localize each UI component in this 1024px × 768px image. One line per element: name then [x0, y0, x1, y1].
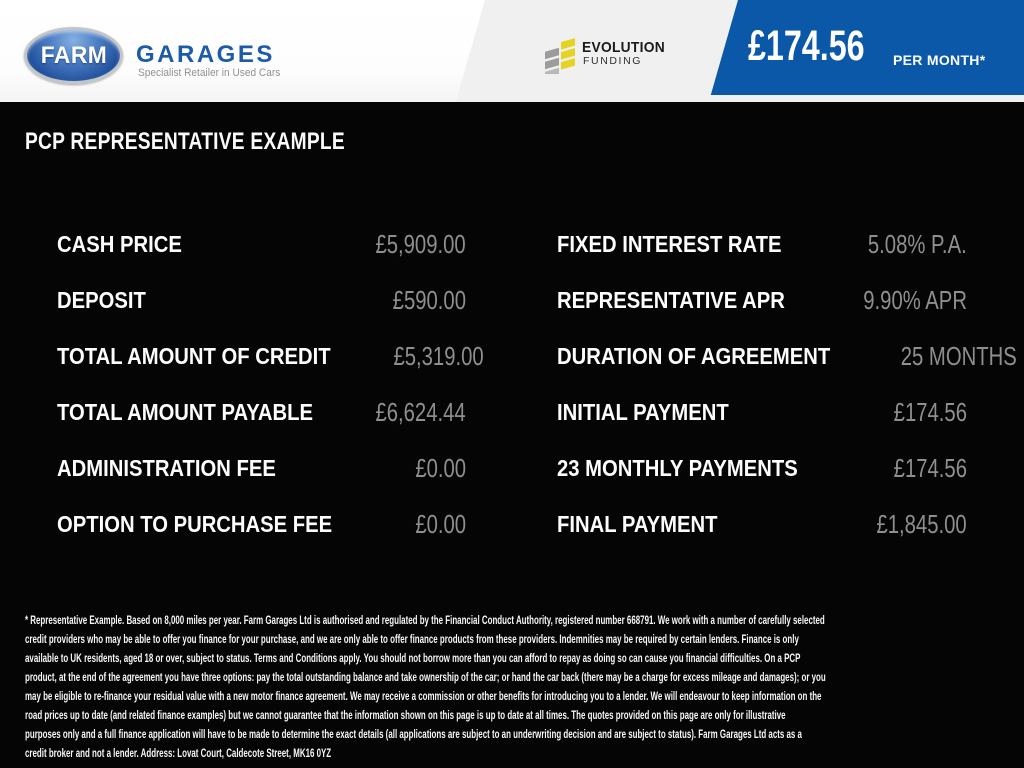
- finance-row-total-credit: [57, 328, 484, 384]
- finance-value: £5,319.00: [393, 340, 484, 371]
- finance-label: TOTAL AMOUNT PAYABLE: [57, 398, 314, 425]
- page-title: PCP REPRESENTATIVE EXAMPLE: [25, 128, 345, 155]
- farm-oval-text: FARM: [40, 41, 107, 69]
- finance-column-right: [557, 216, 1017, 552]
- finance-value: 9.90% APR: [863, 284, 967, 315]
- disclaimer-line: may be eligible to re-finance your residual value with a new motor finance agreement. We may receive a commission or other benefits for introducing you to a lender. We will endeavour to keep information on the: [25, 691, 822, 703]
- finance-value: £0.00: [415, 508, 466, 539]
- finance-label: OPTION TO PURCHASE FEE: [57, 510, 333, 537]
- disclaimer-line: credit broker and not a lender. Address: Lovat Court, Caldecote Street, MK16 0YZ: [25, 748, 332, 760]
- finance-value: £5,909.00: [375, 228, 466, 259]
- finance-label: 23 MONTHLY PAYMENTS: [557, 454, 798, 481]
- finance-value: £6,624.44: [375, 396, 466, 427]
- disclaimer-line: credit providers who may be able to offer you finance for your purchase, and we are only able to offer finance products from these providers. Indemnities may be required by certain lenders. Finance is only: [25, 634, 799, 646]
- evolution-funding-word: FUNDING: [583, 55, 643, 67]
- pcp-example-panel: [0, 102, 1024, 768]
- finance-label: DURATION OF AGREEMENT: [557, 342, 831, 369]
- finance-label: DEPOSIT: [57, 286, 146, 313]
- finance-row-monthly-payments: [557, 440, 967, 496]
- finance-row-deposit: [57, 272, 466, 328]
- finance-row-total-payable: [57, 384, 466, 440]
- monthly-price-banner: [748, 0, 1018, 95]
- page-header: [0, 0, 1024, 102]
- finance-label: INITIAL PAYMENT: [557, 398, 729, 425]
- disclaimer-line: purposes only and a full finance application will have to be made to determine the exact details (all applications are subject to an underwriting decision and are subject to status). Farm Garages Ltd acts as a: [25, 729, 802, 741]
- finance-value: £590.00: [392, 284, 466, 315]
- finance-label: REPRESENTATIVE APR: [557, 286, 785, 313]
- evolution-blocks-icon: [544, 34, 578, 74]
- finance-value: £174.56: [893, 396, 967, 427]
- garages-wordmark: GARAGES: [136, 41, 275, 68]
- finance-row-duration: [557, 328, 1017, 384]
- finance-row-option-fee: [57, 496, 466, 552]
- finance-label: FIXED INTEREST RATE: [557, 230, 782, 257]
- evolution-wordmark: EVOLUTION: [582, 39, 665, 56]
- finance-value: 25 MONTHS: [900, 340, 1017, 371]
- farm-oval-badge: [24, 27, 123, 84]
- finance-row-cash-price: [57, 216, 466, 272]
- finance-row-final-payment: [557, 496, 967, 552]
- finance-label: CASH PRICE: [57, 230, 182, 257]
- monthly-price-amount: £174.56: [748, 22, 865, 70]
- disclaimer-line: road prices up to date (and related finance examples) but we cannot guarantee that the information shown on this page is up to date at all times. The quotes provided on this page are only for illustrative: [25, 710, 786, 722]
- finance-row-apr: [557, 272, 967, 328]
- farm-tagline: Specialist Retailer in Used Cars: [138, 67, 281, 79]
- disclaimer-line: * Representative Example. Based on 8,000 miles per year. Farm Garages Ltd is authorised and regulated by the Financial Conduct Authority, registered number 668791. We work with a number of carefully selected: [25, 615, 825, 627]
- finance-label: TOTAL AMOUNT OF CREDIT: [57, 342, 331, 369]
- finance-row-fixed-rate: [557, 216, 967, 272]
- finance-row-initial-payment: [557, 384, 967, 440]
- finance-value: £0.00: [415, 452, 466, 483]
- disclaimer-line: available to UK residents, aged 18 or over, subject to status. Terms and Conditions apply. You should not borrow more than you can afford to repay as doing so can cause you financial difficulties. On a PCP: [25, 653, 801, 665]
- finance-column-left: [57, 216, 484, 552]
- finance-label: ADMINISTRATION FEE: [57, 454, 276, 481]
- monthly-price-suffix: PER MONTH*: [893, 52, 986, 68]
- finance-row-admin-fee: [57, 440, 466, 496]
- finance-label: FINAL PAYMENT: [557, 510, 718, 537]
- finance-value: £174.56: [893, 452, 967, 483]
- disclaimer-line: product, at the end of the agreement you have three options: pay the total outstanding balance and take ownership of the car; or hand the car back (there may be a charge for excess mileage and damages); or you: [25, 672, 826, 684]
- finance-value: 5.08% P.A.: [868, 228, 967, 259]
- finance-value: £1,845.00: [876, 508, 967, 539]
- disclaimer-text: [25, 612, 826, 764]
